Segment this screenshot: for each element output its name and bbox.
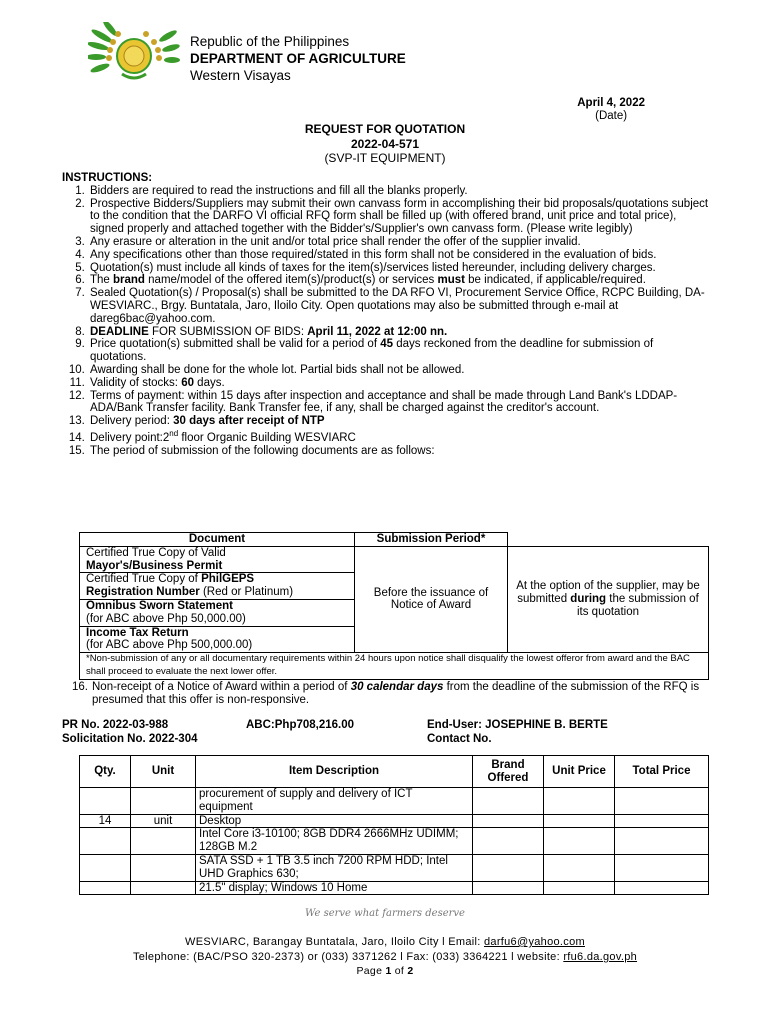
- documents-table: [79, 532, 709, 680]
- rfq-number: 2022-04-571: [350, 137, 420, 151]
- instruction-11: 11. Validity of stocks: 60 days.: [88, 377, 712, 390]
- instruction-9: 9. Price quotation(s) submitted shall be valid for a period of 45 days reckoned from the deadline for submission of quotations.: [88, 338, 712, 364]
- doc-col-header: Document: [80, 533, 355, 547]
- table-cell: [615, 788, 709, 815]
- doc-itr: Income Tax Return (for ABC above Php 500,000.00): [80, 626, 355, 653]
- qty-header: Qty.: [80, 756, 131, 788]
- pr-number: PR No. 2022-03-988: [62, 719, 169, 731]
- contact-number: Contact No.: [427, 733, 492, 745]
- department-name: DEPARTMENT OF AGRICULTURE: [190, 51, 406, 66]
- instruction-15: 15. The period of submission of the following documents are as follows:: [88, 445, 712, 458]
- page-number: Page 1 of 2: [356, 965, 414, 977]
- doc-note: *Non-submission of any or all documentary requirements within 24 hours upon notice shall disqualify the lowest offeror from award and the BAC shall proceed to evaluate the next lower offer.: [80, 653, 709, 680]
- table-cell: [473, 828, 544, 855]
- rfq-subtitle: (SVP-IT EQUIPMENT): [324, 151, 446, 165]
- table-cell: [615, 881, 709, 895]
- item-desc-4: SATA SSD + 1 TB 3.5 inch 7200 RPM HDD; Intel UHD Graphics 630;: [196, 854, 473, 881]
- instruction-13: 13. Delivery period: 30 days after receipt of NTP: [88, 415, 712, 428]
- page-title: REQUEST FOR QUOTATION: [304, 122, 466, 136]
- table-cell: [544, 828, 615, 855]
- total-price-header: Total Price: [615, 756, 709, 788]
- republic-line: Republic of the Philippines: [190, 34, 350, 49]
- period-option-supplier: At the option of the supplier, may be submitted during the submission of its quotation: [508, 546, 709, 652]
- instruction-16: 16. Non-receipt of a Notice of Award within a period of 30 calendar days from the deadline of the submission of the RFQ is presumed that this offer is non-responsive.: [72, 681, 700, 706]
- footer-phone: Telephone: (BAC/PSO 320-2373) or (033) 3371262 l Fax: (033) 3364221 l website: rfu6.da.gov.ph: [132, 951, 638, 963]
- period-before-award: Before the issuance of Notice of Award: [355, 546, 508, 652]
- table-cell: [544, 788, 615, 815]
- email-link[interactable]: darfu6@yahoo.com: [483, 936, 585, 948]
- item-qty: 14: [80, 814, 131, 828]
- table-cell: [80, 881, 131, 895]
- table-cell: [131, 828, 196, 855]
- table-cell: [615, 854, 709, 881]
- instruction-2: 2. Prospective Bidders/Suppliers may submit their own canvass form in accomplishing their bid proposals/quotations subject to the condition that the DARFO VI official RFQ form shall be filled up (with offered brand, unit price and total price), signed properly and attached together with the Bidder's/Supplier's own canvass form. (Please write legibly): [88, 198, 712, 236]
- instruction-1: 1. Bidders are required to read the instructions and fill all the blanks properly.: [88, 185, 712, 198]
- end-user: End-User: JOSEPHINE B. BERTE: [427, 719, 608, 731]
- table-cell: [131, 788, 196, 815]
- instructions-heading: INSTRUCTIONS:: [62, 172, 153, 184]
- unit-header: Unit: [131, 756, 196, 788]
- table-cell: [615, 828, 709, 855]
- table-cell: [473, 814, 544, 828]
- instruction-8: 8. DEADLINE FOR SUBMISSION OF BIDS: April 11, 2022 at 12:00 nn.: [88, 326, 712, 339]
- item-desc-2: Desktop: [196, 814, 473, 828]
- table-cell: [80, 854, 131, 881]
- instruction-10: 10. Awarding shall be done for the whole lot. Partial bids shall not be allowed.: [88, 364, 712, 377]
- instruction-6: 6. The brand name/model of the offered item(s)/product(s) or services must be indicated, if applicable/required.: [88, 274, 712, 287]
- department-of-agriculture-logo: [88, 22, 180, 84]
- desc-header: Item Description: [196, 756, 473, 788]
- item-unit: unit: [131, 814, 196, 828]
- instruction-4: 4. Any specifications other than those required/stated in this form shall not be considered in the evaluation of bids.: [88, 249, 712, 262]
- unit-price-header: Unit Price: [544, 756, 615, 788]
- instruction-14: 14. Delivery point:2nd floor Organic Building WESVIARC: [88, 428, 712, 445]
- instructions-list: [62, 185, 712, 458]
- item-desc-3: Intel Core i3-10100; 8GB DDR4 2666MHz UDIMM; 128GB M.2: [196, 828, 473, 855]
- instructions: [62, 172, 712, 457]
- table-cell: [80, 828, 131, 855]
- website-link[interactable]: rfu6.da.gov.ph: [563, 951, 638, 963]
- table-cell: [131, 854, 196, 881]
- footer-address: WESVIARC, Barangay Buntatala, Jaro, Iloilo City l Email: darfu6@yahoo.com: [185, 936, 585, 948]
- table-cell: [615, 814, 709, 828]
- items-table: [79, 755, 709, 895]
- instruction-5: 5. Quotation(s) must include all kinds of taxes for the item(s)/services listed hereunder, including delivery charges.: [88, 262, 712, 275]
- period-col-header: Submission Period*: [355, 533, 508, 547]
- solicitation-number: Solicitation No. 2022-304: [62, 733, 198, 745]
- date-block: [577, 97, 645, 123]
- instruction-12: 12. Terms of payment: within 15 days after inspection and acceptance and shall be made through Land Bank's LDDAP-ADA/Bank Transfer facility. Bank Transfer fee, if any, shall be charged against the creditor's account.: [88, 390, 712, 416]
- table-cell: [473, 881, 544, 895]
- instruction-7: 7. Sealed Quotation(s) / Proposal(s) shall be submitted to the DA RFO VI, Procurement Service Office, RCPC Building, DA-WESVIARC., Brgy. Buntatala, Jaro, Iloilo City. Open quotations may also be submitted through e-mail at dareg6bac@yahoo.com.: [88, 287, 712, 325]
- date-value: April 4, 2022: [577, 97, 645, 109]
- date-label: (Date): [595, 110, 628, 122]
- table-cell: [473, 788, 544, 815]
- instruction-3: 3. Any erasure or alteration in the unit and/or total price shall render the offer of the supplier invalid.: [88, 236, 712, 249]
- doc-mayors-permit: Certified True Copy of Valid Mayor's/Business Permit: [80, 546, 355, 573]
- table-cell: [544, 854, 615, 881]
- table-cell: [80, 788, 131, 815]
- item-desc-5: 21.5" display; Windows 10 Home: [196, 881, 473, 895]
- table-cell: [544, 814, 615, 828]
- table-cell: [131, 881, 196, 895]
- brand-header: Brand Offered: [473, 756, 544, 788]
- table-cell: [544, 881, 615, 895]
- table-cell: [473, 854, 544, 881]
- region-name: Western Visayas: [190, 68, 291, 83]
- abc-amount: ABC:Php708,216.00: [246, 719, 355, 731]
- tagline: We serve what farmers deserve: [305, 908, 465, 919]
- item-desc-1: procurement of supply and delivery of ICT equipment: [196, 788, 473, 815]
- doc-philgeps: Certified True Copy of PhilGEPS Registration Number (Red or Platinum): [80, 573, 355, 600]
- doc-omnibus: Omnibus Sworn Statement (for ABC above Php 50,000.00): [80, 599, 355, 626]
